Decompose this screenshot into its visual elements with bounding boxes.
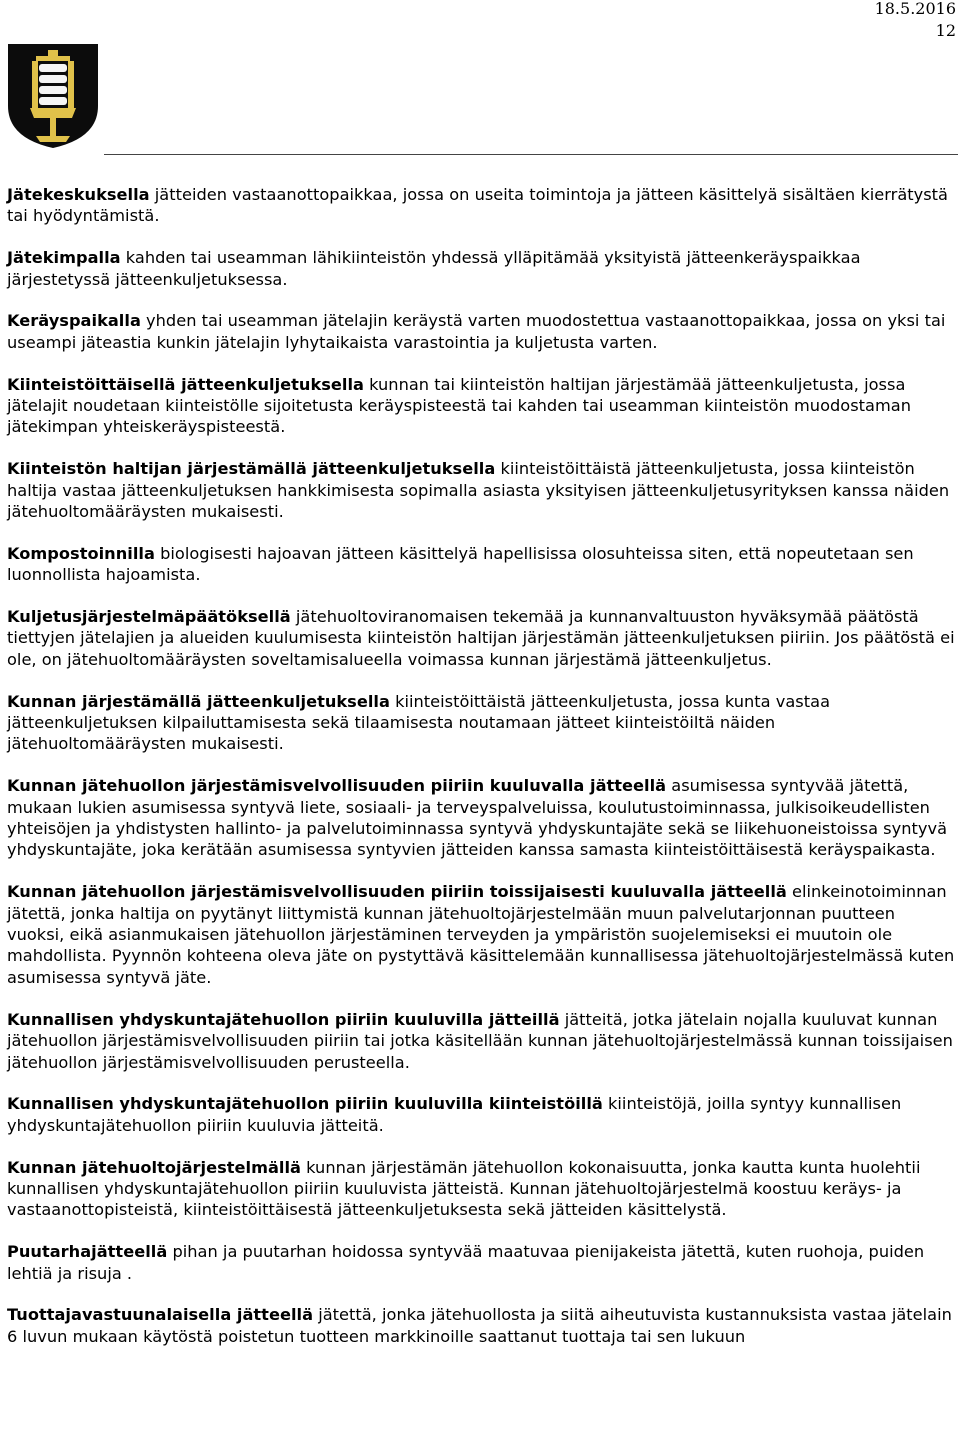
definition-term: Kuljetusjärjestelmäpäätöksellä [7, 607, 291, 627]
definition-term: Kunnan jätehuollon järjestämisvelvollisuuden piiriin kuuluvalla jätteellä [7, 776, 667, 796]
definition-paragraph [7, 1304, 955, 1347]
definition-paragraph [7, 1009, 955, 1073]
definition-term: Kunnan järjestämällä jätteenkuljetuksella [7, 691, 390, 711]
definition-text: biologisesti hajoavan jätteen käsittelyä hapellisissa olosuhteissa siten, että nopeutetaan sen luonnollista hajoamista. [7, 543, 914, 585]
definition-text: jätettä, jonka jätehuollosta ja siitä aiheutuvista kustannuksista vastaa jätelain 6 luvun mukaan käytöstä poistetun tuotteen markkinoille saattanut tuottaja tai sen lukuun [7, 1305, 952, 1346]
definition-text: jätteitä, jotka jätelain nojalla kuuluvat kunnan jätehuollon järjestämisvelvollisuuden piiriin tai jotka käsitellään kunnan jätehuoltojärjestelmässä kunnan toissijaisen jätehuollon järjestämisvelvollisuuden perusteella. [7, 1009, 953, 1072]
definition-paragraph [7, 247, 955, 290]
definition-paragraph [7, 1241, 955, 1284]
page-date: 18.5.2016 [874, 0, 956, 18]
definition-term: Kunnallisen yhdyskuntajätehuollon piiriin kuuluvilla kiinteistöillä [7, 1094, 603, 1114]
definition-term: Kunnallisen yhdyskuntajätehuollon piiriin kuuluvilla jätteillä [7, 1009, 560, 1029]
definition-text: kiinteistöittäistä jätteenkuljetusta, jossa kunta vastaa jätteenkuljetuksen kilpailuttamisesta sekä tilaamisesta noutamaan jätteet kiinteistöiltä näiden jätehuoltomääräysten mukaisesti. [7, 691, 831, 754]
definition-paragraph [7, 310, 955, 353]
coat-of-arms-icon [6, 42, 100, 150]
definition-text: jätehuoltoviranomaisen tekemää ja kunnanvaltuuston hyväksymää päätöstä tiettyjen jätelajien ja alueiden kuulumisesta kiinteistön haltijan järjestämän jätteenkuljetuksen piiriin. Jos päätöstä ei ole, on jätehuoltomääräysten soveltamisalueella voimassa kunnan järjestämä jätteenkuljetus. [7, 607, 955, 669]
definition-term: Jätekeskuksella [7, 185, 150, 204]
definition-term: Jätekimpalla [7, 248, 121, 268]
definition-paragraph [7, 606, 955, 670]
definition-paragraph [7, 458, 955, 522]
definition-text: kiinteistöittäistä jätteenkuljetusta, jossa kiinteistön haltija vastaa jätteenkuljetuksen hankkimisesta sopimalla asiasta yksityisen jätteenkuljetusyrityksen kanssa näiden jätehuoltomääräysten mukaisesti. [7, 459, 950, 522]
definition-term: Kunnan jätehuollon järjestämisvelvollisuuden piiriin toissijaisesti kuuluvalla jätteellä [7, 882, 787, 902]
definition-term: Kunnan jätehuoltojärjestelmällä [7, 1157, 301, 1177]
definition-paragraph [7, 691, 955, 755]
definition-paragraph [7, 1093, 955, 1136]
definition-paragraph [7, 184, 955, 227]
definitions-list [7, 184, 955, 1368]
definition-text: elinkeinotoiminnan jätettä, jonka haltija on pyytänyt liittymistä kunnan jätehuoltojärjestelmään muun palvelutarjonnan puutteen vuoksi, eikä asianmukaisen jätehuollon järjestäminen terveyden ja ympäristön suojelemiseksi ei muutoin ole mahdollista. Pyynnön kohteena oleva jäte on pystyttävä käsittelemään kunnallisessa jätehuoltojärjestelmässä kuten asumisessa syntyvä jäte. [7, 882, 955, 987]
definition-term: Tuottajavastuunalaisella jätteellä [7, 1305, 314, 1325]
definition-paragraph [7, 543, 955, 586]
definition-paragraph [7, 374, 955, 438]
definition-text: pihan ja puutarhan hoidossa syntyvää maatuvaa pienijakeista jätettä, kuten ruohoja, puiden lehtiä ja risuja . [7, 1242, 925, 1283]
definition-text: jätteiden vastaanottopaikkaa, jossa on useita toimintoja ja jätteen käsittelyä sisältäen kierrätystä tai hyödyntämistä. [7, 185, 948, 226]
definition-paragraph [7, 881, 955, 988]
definition-text: kunnan järjestämän jätehuollon kokonaisuutta, jonka kautta kunta huolehtii kunnallisen yhdyskuntajätehuollon piiriin kuuluvista jätteistä. Kunnan jätehuoltojärjestelmä koostuu keräys- ja vastaanottopisteistä, kiinteistöittäisestä jätteenkuljetuksesta sekä jätteiden käsittelystä. [7, 1157, 921, 1220]
definition-term: Kiinteistöittäisellä jätteenkuljetuksella [7, 374, 364, 394]
definition-text: kahden tai useamman lähikiinteistön yhdessä ylläpitämää yksityistä jätteenkeräyspaikkaa järjestetyssä jätteenkuljetuksessa. [7, 248, 861, 289]
definition-term: Kiinteistön haltijan järjestämällä jätteenkuljetuksella [7, 459, 496, 479]
definition-paragraph [7, 775, 955, 861]
definition-text: yhden tai useamman jätelajin keräystä varten muodostettua vastaanottopaikkaa, jossa on yksi tai useampi jäteastia kunkin jätelajin lyhytaikaista varastointia ja kuljetusta varten. [7, 311, 946, 352]
definition-term: Puutarhajätteellä [7, 1242, 168, 1262]
definition-paragraph [7, 1157, 955, 1221]
definition-term: Kompostoinnilla [7, 543, 155, 563]
page-number: 12 [935, 21, 956, 40]
definition-text: asumisessa syntyvää jätettä, mukaan lukien asumisessa syntyvä liete, sosiaali- ja terveyspalveluissa, koulutustoiminnassa, julkisoikeudellisten yhteisöjen ja yhdistysten hallinto- ja palvelutoiminnassa syntyvä yhdyskuntajäte sekä se liikehuoneistoissa syntyvä yhdyskuntajäte, joka kerätään asumisessa syntyvien jätteiden kanssa samasta kiinteistöittäisestä keräyspaikasta. [7, 776, 948, 860]
header-divider [104, 154, 958, 155]
definition-text: kiinteistöjä, joilla syntyy kunnallisen yhdyskuntajätehuollon piiriin kuuluvia jätteitä. [7, 1094, 902, 1135]
definition-text: kunnan tai kiinteistön haltijan järjestämää jätteenkuljetusta, jossa jätelajit noudetaan kiinteistölle sijoitetusta keräyspisteestä tai kahden tai useamman kiinteistön muodostaman jätekimpan yhteiskeräyspisteestä. [7, 374, 911, 437]
definition-term: Keräyspaikalla [7, 311, 141, 331]
